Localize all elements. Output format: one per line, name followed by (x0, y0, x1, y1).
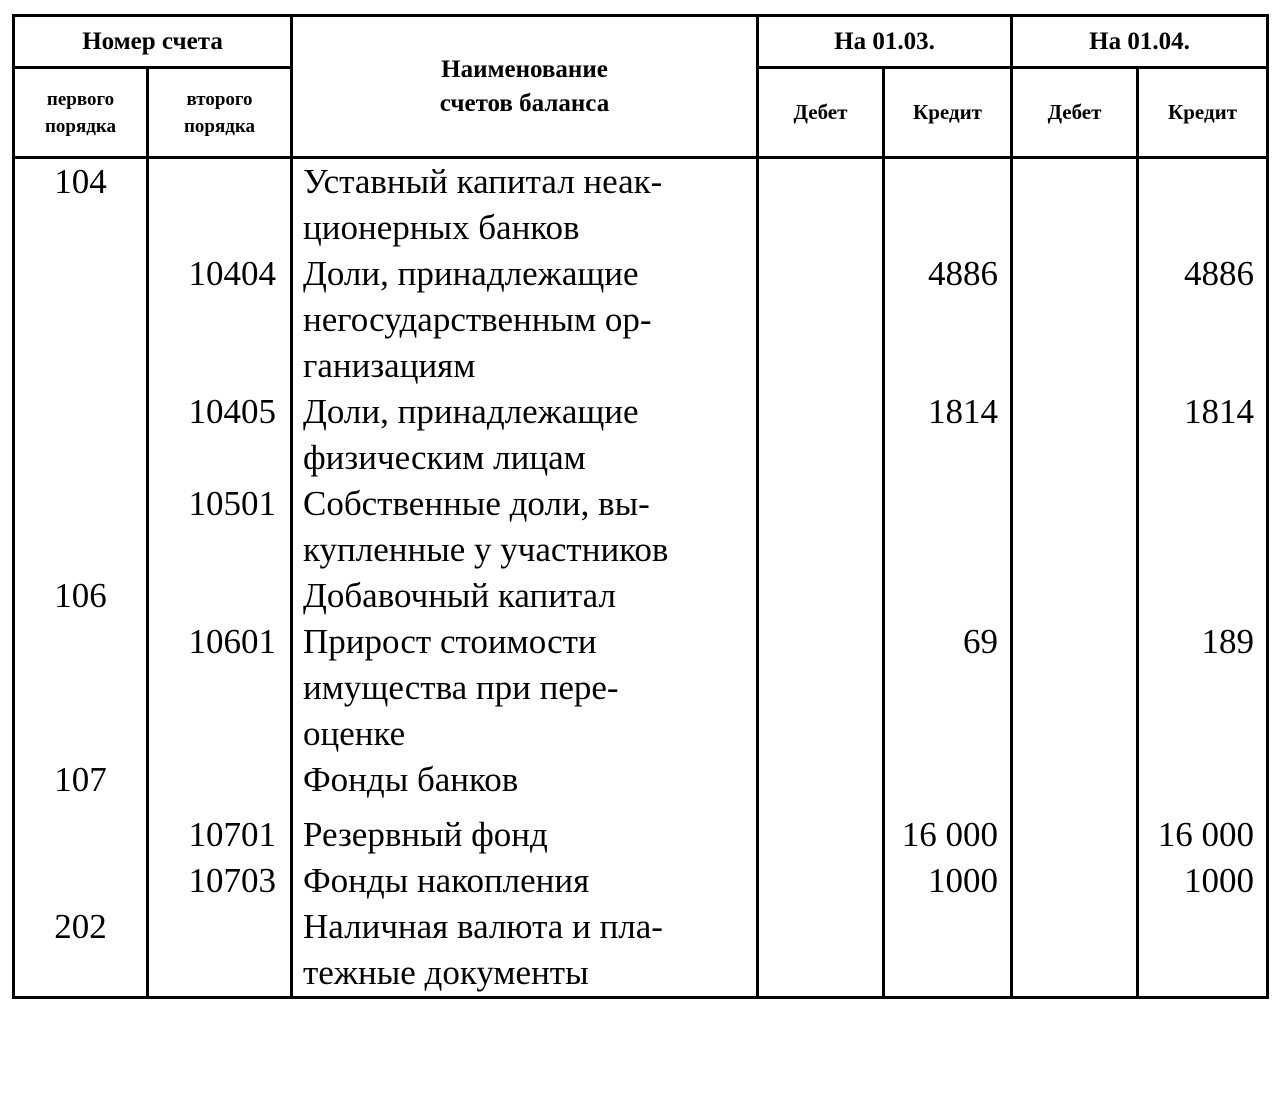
header-account-name (292, 16, 758, 158)
header-credit-2: Кредит (1138, 68, 1268, 158)
header-second-order (148, 68, 292, 158)
row-5-second: 10601 (188, 622, 276, 661)
col-second-order (148, 158, 292, 998)
row-0-name-2: ционерных банков (303, 208, 580, 247)
row-8-name-1: Фонды накопления (303, 861, 590, 900)
header-first-order-line-2: порядка (44, 115, 117, 137)
row-9-name-1: Наличная валюта и пла- (303, 907, 663, 946)
row-7-name-1: Резервный фонд (303, 815, 548, 854)
row-4-name-1: Добавочный капитал (303, 576, 616, 615)
row-8-second: 10703 (188, 861, 276, 900)
header-name-line-2: счетов баланса (439, 89, 610, 117)
header-date-2: На 01.04. (1012, 16, 1268, 68)
col-debit-1 (758, 158, 884, 998)
row-2-second: 10405 (188, 392, 276, 431)
col-first-order (14, 158, 148, 998)
header-second-order-line-2: порядка (183, 115, 256, 137)
row-9-name-2: тежные документы (303, 953, 589, 992)
row-1-second: 10404 (188, 254, 276, 293)
row-2-credit-2: 1814 (1184, 392, 1255, 431)
row-0-name-1: Уставный капитал неак- (303, 162, 663, 201)
col-account-name (292, 158, 758, 998)
header-name-line-1: Наименование (441, 55, 608, 83)
row-7-credit-2: 16 000 (1157, 815, 1255, 854)
row-0-first: 104 (54, 162, 107, 201)
row-5-name-2: имущества при пере- (303, 668, 619, 707)
header-credit-1: Кредит (884, 68, 1012, 158)
row-8-credit-2: 1000 (1184, 861, 1255, 900)
row-3-name-2: купленные у участников (303, 530, 669, 569)
row-5-credit-2: 189 (1201, 622, 1255, 661)
header-second-order-line-1: второго (186, 88, 253, 110)
header-date-1: На 01.03. (758, 16, 1012, 68)
row-3-name-1: Собственные доли, вы- (303, 484, 650, 523)
row-7-credit-1: 16 000 (901, 815, 999, 854)
table-body (14, 158, 1268, 998)
row-5-credit-1: 69 (963, 622, 999, 661)
row-1-credit-2: 4886 (1184, 254, 1255, 293)
col-debit-2 (1012, 158, 1138, 998)
row-2-name-2: физическим лицам (303, 438, 586, 477)
row-9-first: 202 (54, 907, 107, 946)
row-5-name-1: Прирост стоимости (303, 622, 597, 661)
col-credit-2 (1138, 158, 1268, 998)
header-debit-1: Дебет (758, 68, 884, 158)
row-1-name-1: Доли, принадлежащие (303, 254, 639, 293)
row-8-credit-1: 1000 (928, 861, 999, 900)
row-1-name-2: негосударственным ор- (303, 300, 652, 339)
row-7-second: 10701 (188, 815, 276, 854)
header-first-order (14, 68, 148, 158)
header-account-number: Номер счета (14, 16, 292, 68)
row-2-name-1: Доли, принадлежащие (303, 392, 639, 431)
row-1-name-3: ганизациям (303, 346, 476, 385)
balance-table (12, 14, 1269, 999)
row-3-second: 10501 (188, 484, 276, 523)
row-1-credit-1: 4886 (928, 254, 999, 293)
row-4-first: 106 (54, 576, 107, 615)
header-debit-2: Дебет (1012, 68, 1138, 158)
col-credit-1 (884, 158, 1012, 998)
header-first-order-line-1: первого (46, 88, 115, 110)
row-5-name-3: оценке (303, 714, 406, 753)
row-6-first: 107 (54, 760, 107, 799)
row-2-credit-1: 1814 (928, 392, 999, 431)
row-6-name-1: Фонды банков (303, 760, 519, 799)
